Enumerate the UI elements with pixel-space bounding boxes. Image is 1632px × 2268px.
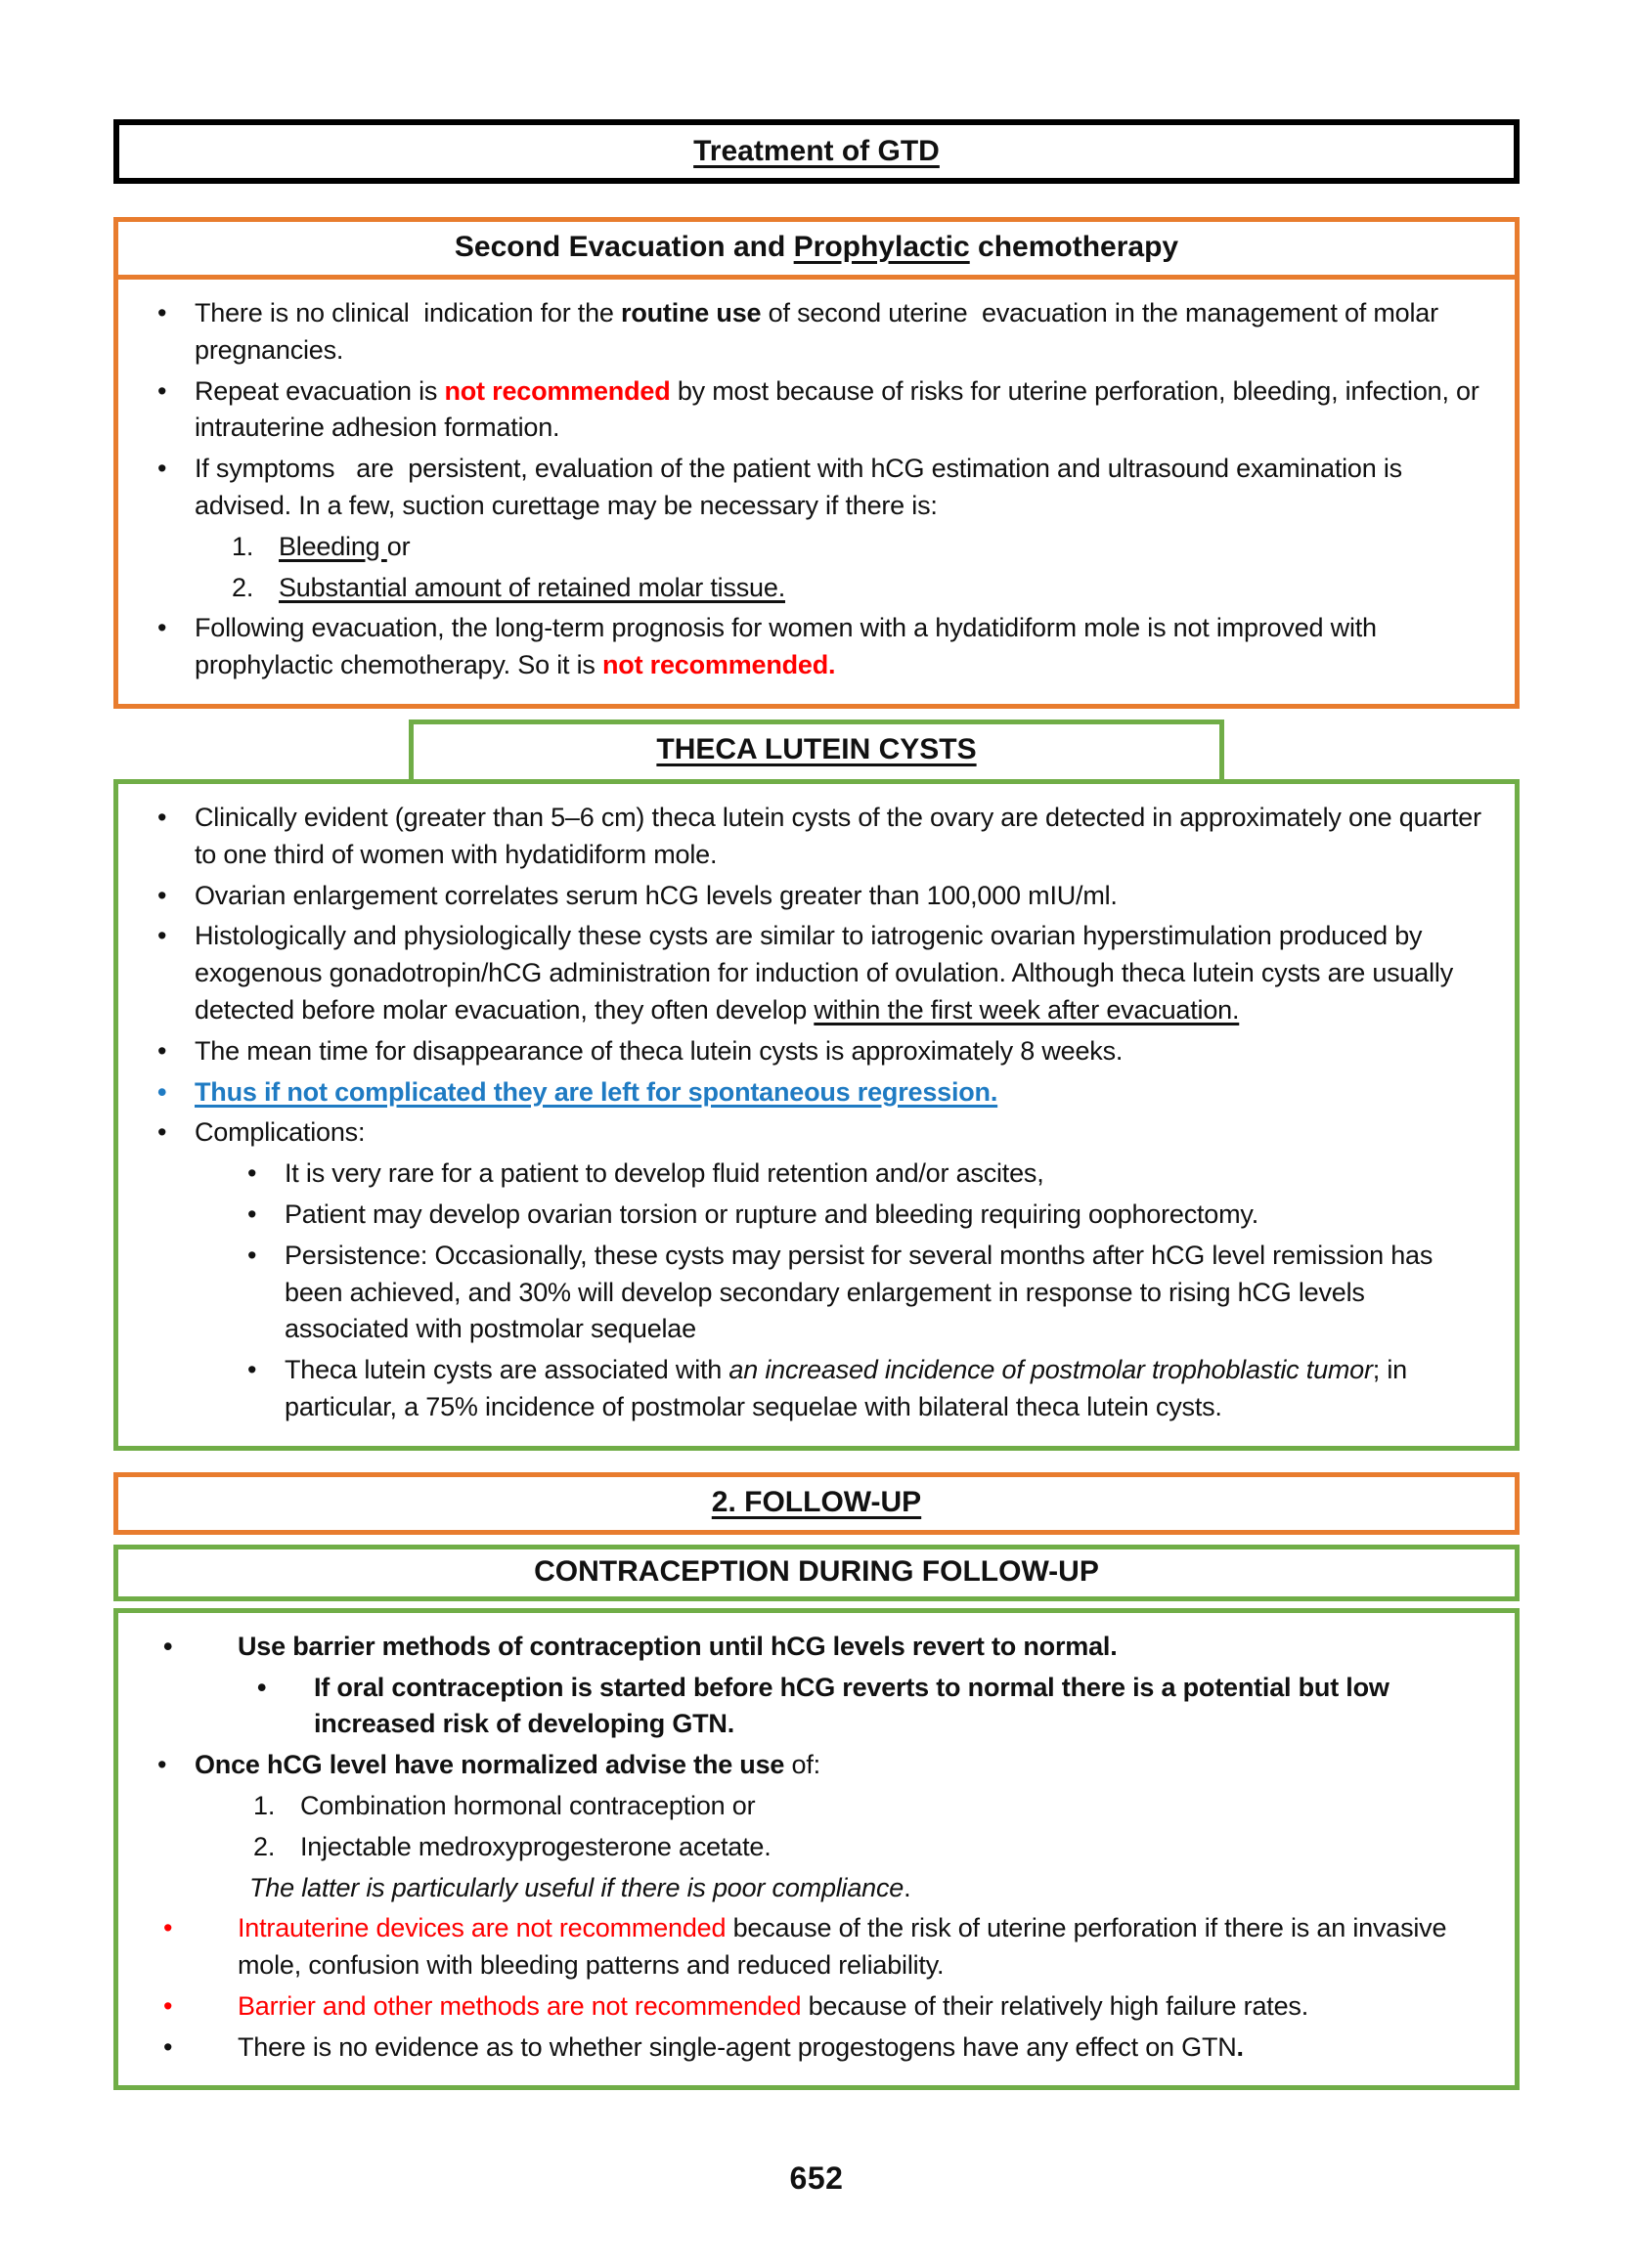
bullet-text: Theca lutein cysts are associated with an increased incidence of postmolar trophoblastic tumor; in particular, a 75% incidence of postmolar sequelae with bilateral theca lutein cysts.: [285, 1355, 1415, 1421]
bullet-text: There is no clinical indication for the routine use of second uterine evacuation in the management of molar pregnancies.: [195, 298, 1446, 365]
bullet-dot: [152, 373, 195, 448]
bullet-dot: [249, 1670, 314, 1744]
bullet-text: Intrauterine devices are not recommended because of the risk of uterine perforation if there is an invasive mole, confusion with bleeding patterns and reduced reliability.: [238, 1913, 1454, 1981]
theca-lutein-cysts-header: THECA LUTEIN CYSTS: [656, 732, 977, 765]
bullet-item: [152, 800, 1489, 874]
bullet-item: [152, 610, 1489, 684]
bullet-text: Complications:: [195, 1117, 366, 1148]
bullet-dot: [242, 1156, 285, 1193]
bullet-dot: [152, 1910, 238, 1984]
second-evacuation-header-box: [113, 217, 1520, 280]
sub-bullet-item: [242, 1238, 1489, 1348]
bullet-dot: [152, 1629, 238, 1666]
bullet-text: If symptoms are persistent, evaluation of the patient with hCG estimation and ultrasound examination is advised. In a few, suction curettage may be necessary if there is:: [195, 454, 1410, 520]
theca-lutein-cysts-content-box: [113, 779, 1520, 1451]
numbered-item: [249, 1788, 1489, 1825]
sub-bullet-item: [242, 1156, 1489, 1193]
bullet-dot: [152, 1114, 195, 1152]
numbered-text: Bleeding or: [279, 531, 411, 561]
bullet-text: Repeat evacuation is not recommended by most because of risks for uterine perforation, bleeding, infection, or intrauterine adhesion formation.: [195, 375, 1486, 443]
numbered-text: Substantial amount of retained molar tissue.: [279, 572, 785, 602]
theca-lutein-cysts-header-box: [409, 720, 1224, 779]
bullet-text: The mean time for disappearance of theca lutein cysts is approximately 8 weeks.: [195, 1035, 1124, 1066]
bullet-dot: [152, 610, 195, 684]
numbered-item: [249, 1829, 1489, 1866]
bullet-dot: [152, 2029, 238, 2067]
item-number: 1.: [232, 531, 254, 561]
bullet-item: [152, 1114, 1489, 1152]
bullet-text: Histologically and physiologically these cysts are similar to iatrogenic ovarian hyperstimulation produced by exogenous gonadotropin/hCG administration for induction of ovulation. Although theca lutein cysts are usually detected before molar evacuation, they often develop within the first week after evacuation.: [195, 921, 1461, 1025]
bullet-text: Thus if not complicated they are left for spontaneous regression.: [195, 1076, 998, 1107]
sub-bullet-item: [242, 1197, 1489, 1234]
bullet-dot: [242, 1352, 285, 1426]
bullet-dot: [242, 1197, 285, 1234]
bullet-dot: [152, 295, 195, 370]
bullet-text: Following evacuation, the long-term prognosis for women with a hydatidiform mole is not improved with prophylactic chemotherapy. So it is not recommended.: [195, 613, 1385, 680]
sub-bullet-item: [249, 1670, 1489, 1744]
bullet-item-highlighted: [152, 1074, 1489, 1112]
bullet-item: [152, 295, 1489, 370]
bullet-item: [152, 1629, 1489, 1666]
bullet-text: Use barrier methods of contraception until hCG levels revert to normal.: [238, 1631, 1118, 1661]
bullet-item-warning: [152, 1910, 1489, 1984]
header-text-underlined: Prophylactic: [793, 231, 970, 263]
contraception-header: CONTRACEPTION DURING FOLLOW-UP: [534, 1554, 1099, 1588]
bullet-dot: [152, 878, 195, 915]
bullet-dot: [152, 800, 195, 874]
bullet-item: [152, 918, 1489, 1028]
page-number: 652: [789, 2160, 844, 2197]
page-title: Treatment of GTD: [693, 135, 940, 167]
header-text: Second Evacuation and: [454, 231, 794, 263]
numbered-text: Combination hormonal contraception or: [300, 1790, 756, 1820]
bullet-text: Ovarian enlargement correlates serum hCG levels greater than 100,000 mIU/ml.: [195, 880, 1118, 910]
bullet-item-warning: [152, 1988, 1489, 2026]
follow-up-header-box: [113, 1472, 1520, 1535]
second-evacuation-header: [455, 231, 1178, 263]
follow-up-header: 2. FOLLOW-UP: [711, 1485, 922, 1518]
contraception-content-box: [113, 1608, 1520, 2091]
header-text: chemotherapy: [969, 231, 1179, 263]
item-number: 2.: [253, 1831, 276, 1861]
numbered-item: [228, 570, 1489, 607]
contraception-header-box: [113, 1545, 1520, 1601]
numbered-text: Injectable medroxyprogesterone acetate.: [300, 1831, 772, 1861]
bullet-item: [152, 1747, 1489, 1784]
bullet-item: [152, 451, 1489, 525]
numbered-item: [228, 529, 1489, 566]
bullet-text: It is very rare for a patient to develop fluid retention and/or ascites,: [285, 1158, 1044, 1189]
item-number: 2.: [232, 572, 254, 602]
bullet-item: [152, 878, 1489, 915]
bullet-item: [152, 373, 1489, 448]
bullet-dot: [152, 1747, 195, 1784]
bullet-dot: [152, 451, 195, 525]
bullet-dot: [152, 1988, 238, 2026]
sub-bullet-item: [242, 1352, 1489, 1426]
bullet-text: There is no evidence as to whether single-agent progestogens have any effect on GTN.: [238, 2031, 1244, 2062]
item-number: 1.: [253, 1790, 276, 1820]
second-evacuation-content-box: [113, 275, 1520, 709]
bullet-text: Patient may develop ovarian torsion or rupture and bleeding requiring oophorectomy.: [285, 1199, 1259, 1229]
bullet-text: If oral contraception is started before hCG reverts to normal there is a potential but low increased risk of developing GTN.: [314, 1672, 1397, 1739]
bullet-item: [152, 1033, 1489, 1070]
bullet-item: [152, 2029, 1489, 2067]
bullet-dot: [152, 918, 195, 1028]
bullet-dot: [152, 1074, 195, 1112]
bullet-text: Clinically evident (greater than 5–6 cm) theca lutein cysts of the ovary are detected in approximately one quarter to one third of women with hydatidiform mole.: [195, 802, 1489, 869]
bullet-dot: [152, 1033, 195, 1070]
title-box: [113, 119, 1520, 184]
note-text: The latter is particularly useful if there is poor compliance.: [249, 1872, 911, 1902]
bullet-text: Barrier and other methods are not recommended because of their relatively high failure rates.: [238, 1990, 1308, 2021]
bullet-text: Once hCG level have normalized advise the use of:: [195, 1750, 820, 1780]
bullet-text: Persistence: Occasionally, these cysts may persist for several months after hCG level remission has been achieved, and 30% will develop secondary enlargement in response to rising hCG levels associated with postmolar sequelae: [285, 1240, 1440, 1344]
bullet-dot: [242, 1238, 285, 1348]
